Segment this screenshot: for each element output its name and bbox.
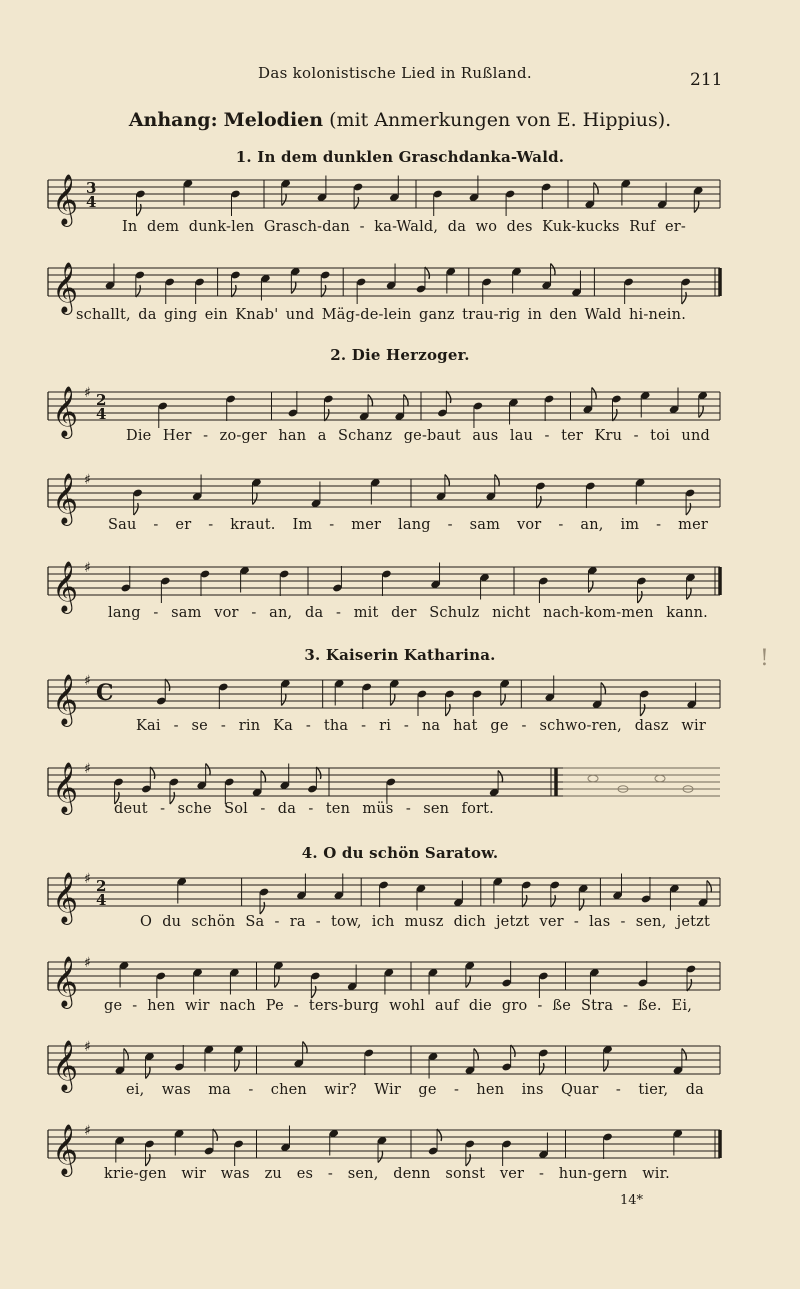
song-title-4: 4. O du schön Saratow. — [301, 844, 499, 862]
time-signature-numerator: 3 — [86, 179, 97, 197]
key-sharp-icon: ♯ — [84, 1123, 91, 1139]
lyric-line: ei, was ma - chen wir? Wir ge - hen ins Quar - tier, da — [126, 1082, 704, 1098]
time-signature-denominator: 4 — [96, 891, 107, 909]
lyric-line: lang - sam vor - an, da - mit der Schulz nicht nach-kom-men kann. — [108, 605, 708, 621]
page-number: 211 — [690, 70, 723, 90]
key-sharp-icon: ♯ — [84, 673, 91, 689]
sheet-signature: 14* — [620, 1193, 644, 1208]
song-title-3: 3. Kaiserin Katharina. — [304, 646, 496, 664]
time-signature: C — [96, 680, 114, 706]
treble-clef-icon: 𝄞 — [52, 956, 79, 1007]
key-sharp-icon: ♯ — [84, 871, 91, 887]
key-sharp-icon: ♯ — [84, 385, 91, 401]
key-sharp-icon: ♯ — [84, 1039, 91, 1055]
treble-clef-icon: 𝄞 — [52, 762, 79, 813]
lyric-line: krie-gen wir was zu es - sen, denn sonst ver - hun-gern wir. — [104, 1166, 670, 1182]
treble-clef-icon: 𝄞 — [52, 473, 79, 524]
music-staff — [48, 256, 728, 313]
time-signature-numerator: 2 — [96, 391, 107, 409]
appendix-heading — [0, 109, 800, 131]
key-sharp-icon: ♯ — [84, 761, 91, 777]
time-signature-numerator: 2 — [96, 877, 107, 895]
key-sharp-icon: ♯ — [84, 472, 91, 488]
lyric-line: Die Her - zo-ger han a Schanz ge-baut aus lau - ter Kru - toi und — [126, 428, 710, 444]
music-staff — [48, 668, 728, 725]
treble-clef-icon: 𝄞 — [52, 174, 79, 225]
song-title-1: 1. In dem dunklen Graschdanka-Wald. — [235, 148, 565, 166]
treble-clef-icon: 𝄞 — [52, 674, 79, 725]
appendix-note: (mit Anmerkungen von E. Hippius). — [329, 109, 672, 131]
key-sharp-icon: ♯ — [84, 955, 91, 971]
treble-clef-icon: 𝄞 — [52, 262, 79, 313]
treble-clef-icon: 𝄞 — [52, 1124, 79, 1175]
key-sharp-icon: ♯ — [84, 560, 91, 576]
treble-clef-icon: 𝄞 — [52, 1040, 79, 1091]
lyric-line: schallt, da ging ein Knab' und Mäg-de-lein ganz trau-rig in den Wald hi-nein. — [76, 307, 686, 323]
lyric-line: ge - hen wir nach Pe - ters-burg wohl auf die gro - ße Stra - ße. Ei, — [104, 998, 692, 1014]
running-title: Das kolonistische Lied in Rußland. — [258, 64, 532, 82]
appendix-title: Melodien — [223, 109, 324, 131]
music-staff — [48, 467, 728, 524]
song-title-2: 2. Die Herzoger. — [330, 346, 470, 364]
appendix-label: Anhang: — [128, 109, 218, 131]
treble-clef-icon: 𝄞 — [52, 561, 79, 612]
lyric-line: Kai - se - rin Ka - tha - ri - na hat ge - schwo-ren, dasz wir — [136, 718, 706, 734]
margin-pencil-mark: ! — [760, 646, 769, 671]
music-staff — [48, 555, 728, 612]
treble-clef-icon: 𝄞 — [52, 386, 79, 437]
time-signature-denominator: 4 — [96, 405, 107, 423]
lyric-line: O du schön Sa - ra - tow, ich musz dich jetzt ver - las - sen, jetzt — [140, 914, 710, 930]
music-staff — [48, 168, 728, 225]
lyric-line: deut - sche Sol - da - ten müs - sen fort. — [114, 801, 494, 817]
lyric-line: In dem dunk-len Grasch-dan - ka-Wald, da wo des Kuk-kucks Ruf er- — [122, 219, 686, 235]
lyric-line: Sau - er - kraut. Im - mer lang - sam vor - an, im - mer — [108, 517, 708, 533]
time-signature-denominator: 4 — [86, 193, 97, 211]
treble-clef-icon: 𝄞 — [52, 872, 79, 923]
